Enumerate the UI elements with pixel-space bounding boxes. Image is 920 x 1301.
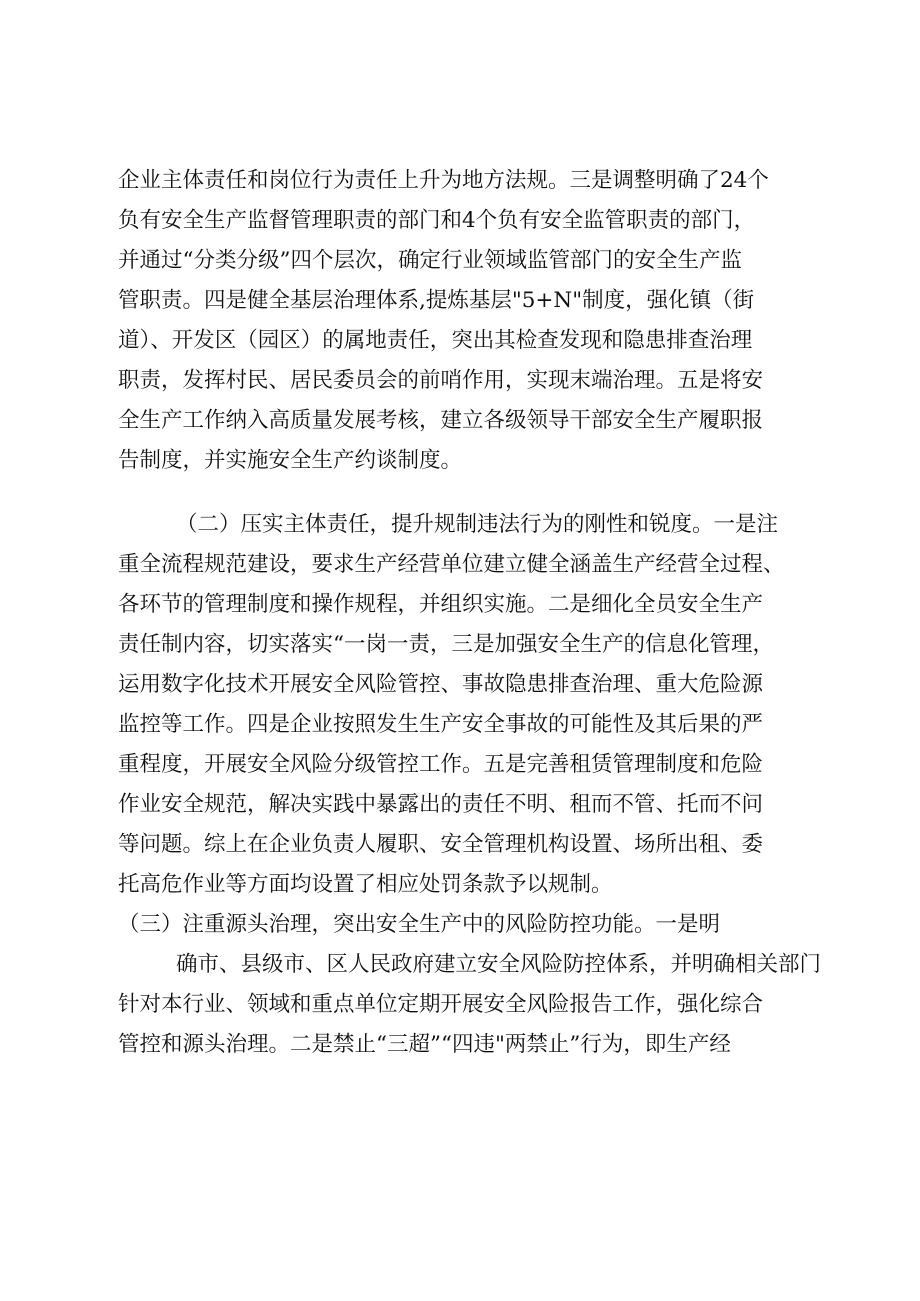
text-line: 负有安全生产监督管理职责的部门和4个负有安全监管职责的部门， — [118, 208, 756, 233]
text-line: 并通过“分类分级”四个层次，确定行业领域监管部门的安全生产监 — [118, 248, 742, 273]
text-line: 等问题。综上在企业负责人履职、安全管理机构设置、场所出租、委 — [118, 832, 764, 857]
text-line: 告制度，并实施安全生产约谈制度。 — [118, 448, 463, 473]
text-line: 作业安全规范，解决实践中暴露出的责任不明、租而不管、托而不问 — [118, 792, 764, 817]
paragraph-heading-2: （二）压实主体责任，提升规制违法行为的刚性和锐度。一是注 — [176, 512, 779, 537]
paragraph-heading-3: 确市、县级市、区人民政府建立安全风险防控体系，并明确相关部门 — [176, 952, 822, 977]
text-line: 道）、开发区（园区）的属地责任，突出其检查发现和隐患排查治理 — [118, 328, 753, 353]
text-line: 重全流程规范建设，要求生产经营单位建立健全涵盖生产经营全过程、 — [118, 552, 785, 577]
text-line: 企业主体责任和岗位行为责任上升为地方法规。三是调整明确了24个 — [118, 168, 769, 193]
text-line — [118, 1065, 818, 1105]
text-line: 责任制内容，切实落实“一岗一责，三是加强安全生产的信息化管理， — [118, 632, 774, 657]
text-line: 各环节的管理制度和操作规程，并组织实施。二是细化全员安全生产 — [118, 592, 764, 617]
text-line: 监控等工作。四是企业按照发生生产安全事故的可能性及其后果的严 — [118, 712, 764, 737]
text-line: （三）注重源头治理，突出安全生产中的风险防控功能。一是明 — [118, 912, 721, 937]
text-line: 托高危作业等方面均设置了相应处罚条款予以规制。 — [118, 872, 613, 897]
text-line: 重程度，开展安全风险分级管控工作。五是完善租赁管理制度和危险 — [118, 752, 764, 777]
text-line: 职责，发挥村民、居民委员会的前哨作用，实现末端治理。五是将安 — [118, 368, 764, 393]
text-line: 管控和源头治理。二是禁止“三超”“四违"两禁止”行为，即生产经 — [118, 1032, 731, 1057]
text-line: 全生产工作纳入高质量发展考核，建立各级领导干部安全生产履职报 — [118, 408, 764, 433]
text-line: 管职责。四是健全基层治理体系,提炼基层"5+N"制度，强化镇（街 — [118, 288, 755, 313]
text-line: 针对本行业、领域和重点单位定期开展安全风险报告工作，强化综合 — [118, 992, 764, 1017]
text-line: 运用数字化技术开展安全风险管控、事故隐患排查治理、重大危险源 — [118, 672, 764, 697]
